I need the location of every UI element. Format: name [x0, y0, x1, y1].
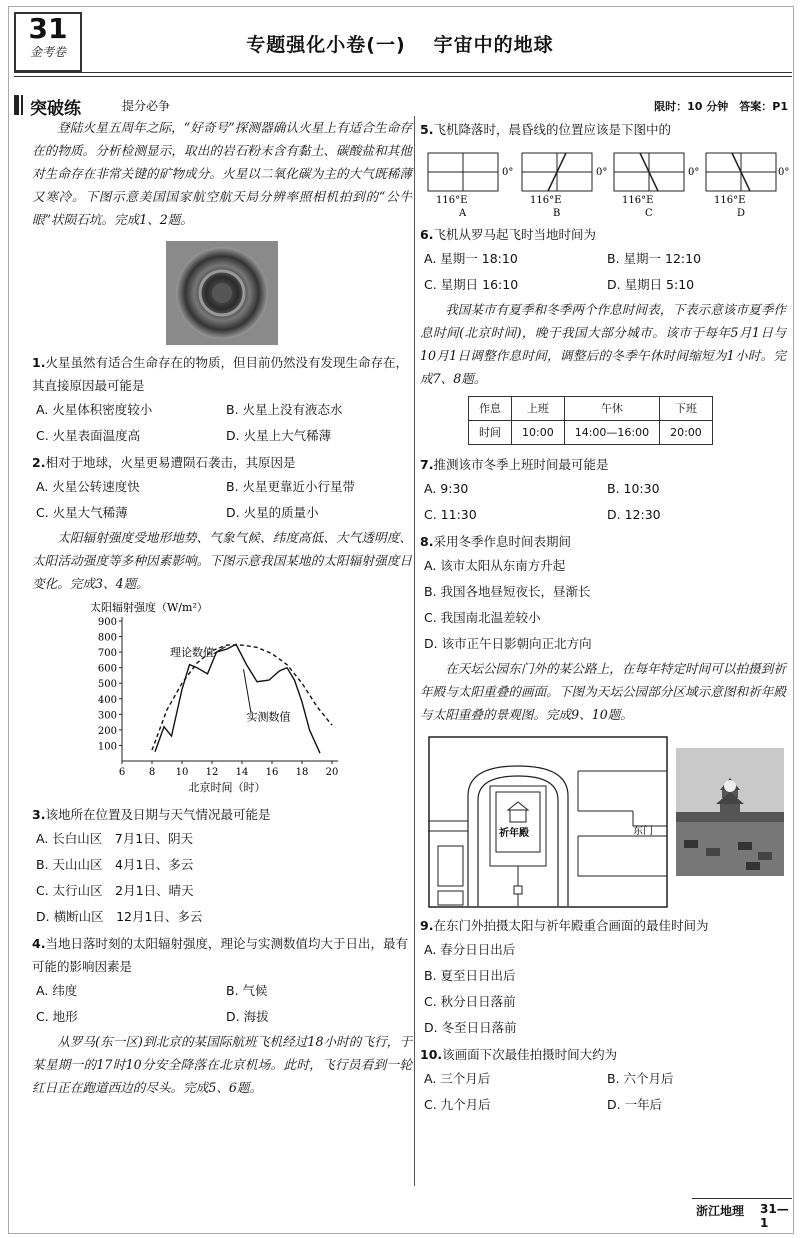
- panel-d: [706, 153, 789, 219]
- panel-a: [428, 153, 513, 219]
- badge-number: 31: [28, 12, 68, 45]
- page-footer: [692, 1198, 792, 1230]
- section-name: 突破练: [30, 99, 81, 119]
- table-header: 午休: [564, 397, 659, 421]
- panel-label-b: B: [553, 208, 561, 219]
- y-tick-label: 100: [97, 741, 117, 753]
- q8-option-c: C. 我国南北温差较小: [424, 610, 541, 625]
- q9-option-b: B. 夏至日日出后: [424, 968, 516, 983]
- lon-label: 116°E: [530, 195, 562, 206]
- table-header: 上班: [512, 397, 565, 421]
- q6-option-c: C. 星期日 16:10: [424, 277, 519, 292]
- table-cell: 10:00: [512, 421, 565, 445]
- question-7: 7.推测该市冬季上班时间最可能是: [420, 457, 609, 472]
- crater-photo: [166, 241, 278, 345]
- x-tick-label: 20: [325, 767, 339, 778]
- question-1: 1.火星虽然有适合生命存在的物质，但目前仍然没有发现生命存在，其直接原因最可能是: [32, 355, 408, 393]
- q8-options: [420, 553, 786, 657]
- q2-option-b: B. 火星更靠近小行星带: [226, 479, 356, 494]
- q7-option-c: C. 11:30: [424, 507, 477, 522]
- y-tick-label: 600: [97, 663, 117, 675]
- q10-option-a: A. 三个月后: [424, 1071, 491, 1086]
- q1-option-d: D. 火星上大气稀薄: [226, 428, 332, 443]
- passage-4: 我国某市有夏季和冬季两个作息时间表，下表示意该市夏季作息时间(北京时间)，晚于我国大部分城市。该市于每年5月1日与10月1日调整作息时间，调整后的冬季午休时间缩短为1小时。完成7、8题。: [420, 302, 786, 386]
- series-label-theoretical: 理论数值: [170, 646, 214, 660]
- q9-option-c: C. 秋分日日落前: [424, 994, 516, 1009]
- passage-1: 登陆火星五周年之际，“好奇号”探测器确认火星上有适合生命存在的物质。分析检测显示，取出的岩石粉末含有黏土、碳酸盐和其他对生命存在非常关键的矿物成分。火星以二氧化碳为主的大气既稀薄又寒冷。下图示意美国国家航空航天局分辨率照相机拍到的“公牛眼”状陨石坑。完成1、2题。: [32, 120, 412, 227]
- q3-option-b: B. 天山山区 4月1日、多云: [36, 857, 194, 872]
- q2-option-d: D. 火星的质量小: [226, 505, 319, 520]
- q9-option-d: D. 冬至日日落前: [424, 1020, 517, 1035]
- q3-options: [32, 826, 412, 930]
- lat-label: 0°: [778, 167, 790, 178]
- y-tick-label: 300: [97, 710, 117, 722]
- question-9: 9.在东门外拍摄太阳与祈年殿重合画面的最佳时间为: [420, 918, 709, 933]
- q4-option-c: C. 地形: [36, 1009, 78, 1024]
- q7-option-d: D. 12:30: [607, 507, 661, 522]
- panel-label-d: D: [737, 208, 746, 219]
- table-cell: 20:00: [660, 421, 713, 445]
- table-cell: 时间: [469, 421, 512, 445]
- panel-c: [614, 153, 699, 219]
- q4-option-d: D. 海拔: [226, 1009, 269, 1024]
- y-tick-label: 700: [97, 648, 117, 660]
- q9-option-a: A. 春分日日出后: [424, 942, 516, 957]
- y-tick-label: 400: [97, 694, 117, 706]
- q8-option-a: A. 该市太阳从东南方升起: [424, 558, 566, 573]
- series-line-measured: [155, 644, 320, 753]
- x-tick-label: 16: [265, 767, 279, 778]
- terminator-diagrams: [420, 143, 790, 221]
- x-tick-label: 14: [235, 767, 249, 778]
- q6-option-b: B. 星期一 12:10: [607, 251, 702, 266]
- q6-option-d: D. 星期日 5:10: [607, 277, 695, 292]
- question-4: 4.当地日落时刻的太阳辐射强度，理论与实测数值均大于日出，最有可能的影响因素是: [32, 936, 408, 974]
- temple-sun-photo: [676, 748, 784, 876]
- lon-label: 116°E: [714, 195, 746, 206]
- footer-page-number: 31—1: [760, 1202, 789, 1230]
- right-column: [420, 116, 790, 1118]
- x-tick-label: 12: [205, 767, 219, 778]
- passage-2: 太阳辐射强度受地形地势、气象气候、纬度高低、大气透明度、太阳活动强度等多种因素影响。下图示意我国某地的太阳辐射强度日变化。完成3、4题。: [32, 530, 412, 591]
- lat-label: 0°: [502, 167, 514, 178]
- q1-option-b: B. 火星上没有液态水: [226, 402, 343, 417]
- q3-option-c: C. 太行山区 2月1日、晴天: [36, 883, 194, 898]
- q8-option-b: B. 我国各地昼短夜长，昼渐长: [424, 584, 591, 599]
- panel-label-c: C: [645, 208, 653, 219]
- lat-label: 0°: [596, 167, 608, 178]
- question-6: 6.飞机从罗马起飞时当地时间为: [420, 227, 596, 242]
- question-5: 5.飞机降落时，晨昏线的位置应该是下图中的: [420, 122, 671, 137]
- radiation-chart: [90, 599, 350, 799]
- left-column: [32, 116, 412, 1099]
- question-2: 2.相对于地球，火星更易遭陨石袭击，其原因是: [32, 455, 296, 470]
- title-part-a: 专题强化小卷(一): [246, 34, 406, 56]
- q10-option-d: D. 一年后: [607, 1097, 663, 1112]
- lat-label: 0°: [688, 167, 700, 178]
- q2-options: [32, 474, 412, 526]
- temple-figures: [420, 732, 786, 912]
- panel-label-a: A: [459, 208, 467, 219]
- x-tick-label: 8: [148, 767, 156, 778]
- q1-options: [32, 397, 412, 449]
- table-header: 作息: [469, 397, 512, 421]
- q3-option-a: A. 长白山区 7月1日、阴天: [36, 831, 194, 846]
- header-rule: [14, 72, 792, 73]
- series-line-theoretical: [152, 645, 332, 750]
- title-part-b: 宇宙中的地球: [433, 34, 554, 56]
- east-gate-label: 东门: [633, 826, 653, 837]
- question-8: 8.采用冬季作息时间表期间: [420, 534, 571, 549]
- lon-label: 116°E: [436, 195, 468, 206]
- x-tick-label: 6: [118, 767, 126, 778]
- q2-option-c: C. 火星大气稀薄: [36, 505, 128, 520]
- q6-options: [420, 246, 786, 298]
- lon-label: 116°E: [622, 195, 654, 206]
- time-limit-answer: 限时：10 分钟 答案：P1: [654, 100, 788, 113]
- schedule-table: [468, 396, 713, 445]
- q10-options: [420, 1066, 786, 1118]
- table-header: 下班: [660, 397, 713, 421]
- q1-option-c: C. 火星表面温度高: [36, 428, 141, 443]
- y-tick-label: 500: [97, 679, 117, 691]
- x-tick-label: 18: [295, 767, 309, 778]
- q10-option-c: C. 九个月后: [424, 1097, 491, 1112]
- section-tag: 提分必争: [122, 99, 171, 113]
- q3-option-d: D. 横断山区 12月1日、多云: [36, 909, 203, 924]
- y-tick-label: 900: [97, 617, 117, 628]
- q10-option-b: B. 六个月后: [607, 1071, 674, 1086]
- hall-label: 祈年殿: [499, 828, 529, 839]
- series-label-measured: 实测数值: [246, 710, 291, 724]
- chart-xlabel: 北京时间（时）: [188, 781, 266, 794]
- q2-option-a: A. 火星公转速度快: [36, 479, 140, 494]
- panel-b: [522, 153, 607, 219]
- x-tick-label: 10: [175, 767, 189, 778]
- q1-option-a: A. 火星体积密度较小: [36, 402, 153, 417]
- q4-option-b: B. 气候: [226, 983, 268, 998]
- temple-map: [428, 736, 668, 908]
- chart-ylabel: 太阳辐射强度（W/m²）: [90, 601, 208, 614]
- footer-subject: 浙江地理: [696, 1204, 745, 1218]
- q4-options: [32, 978, 412, 1030]
- q7-option-b: B. 10:30: [607, 481, 660, 496]
- q7-option-a: A. 9:30: [424, 481, 469, 496]
- series-leader: [244, 669, 252, 713]
- column-divider: [414, 116, 415, 1186]
- passage-5: 在天坛公园东门外的某公路上，在每年特定时间可以拍摄到祈年殿与太阳重叠的画面。下图为天坛公园部分区域示意图和祈年殿与太阳重叠的景观图。完成9、10题。: [420, 661, 786, 722]
- q8-option-d: D. 该市正午日影朝向正北方向: [424, 636, 592, 651]
- page-title: [0, 30, 800, 57]
- q4-option-a: A. 纬度: [36, 983, 78, 998]
- q6-option-a: A. 星期一 18:10: [424, 251, 518, 266]
- q7-options: [420, 476, 786, 528]
- y-tick-label: 200: [97, 725, 117, 737]
- passage-3: 从罗马(东一区)到北京的某国际航班飞机经过18小时的飞行，于某星期一的17时10分安全降落在北京机场。此时，飞行员看到一轮红日正在跑道西边的尽头。完成5、6题。: [32, 1034, 412, 1095]
- q9-options: [420, 937, 786, 1041]
- badge-label: 金考卷: [29, 45, 66, 59]
- table-cell: 14:00—16:00: [564, 421, 659, 445]
- y-tick-label: 800: [97, 632, 117, 644]
- question-3: 3.该地所在位置及日期与天气情况最可能是: [32, 807, 271, 822]
- header-rule-2: [14, 76, 792, 77]
- question-10: 10.该画面下次最佳拍摄时间大约为: [420, 1047, 618, 1062]
